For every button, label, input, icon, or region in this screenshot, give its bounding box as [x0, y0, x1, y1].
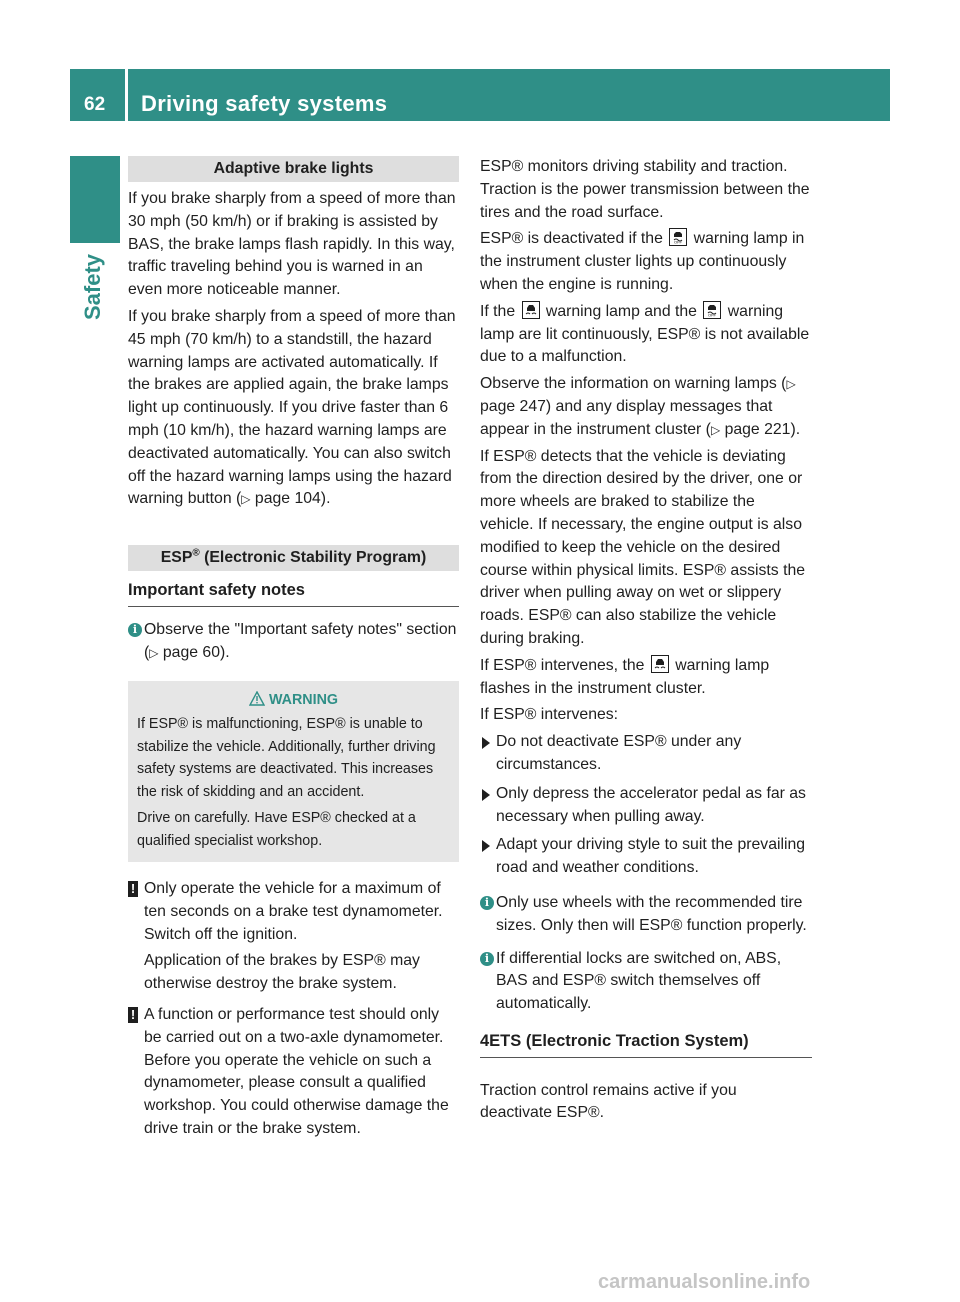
list-item: Only depress the accelerator pedal as far as necessary when pulling away.: [480, 783, 812, 829]
section-title: Driving safety systems: [141, 91, 388, 116]
warning-title: WARNING: [137, 689, 450, 712]
esp-paragraph-1: ESP® monitors driving stability and traction. Traction is the power transmission between the tires and the road surface.: [480, 158, 810, 221]
info-note-wheels: i Only use wheels with the recommended tire sizes. Only then will ESP® function properly.: [480, 892, 812, 938]
ets-paragraph: Traction control remains active if you deactivate ESP®.: [480, 1081, 737, 1122]
warning-box: [128, 681, 459, 863]
watermark: carmanualsonline.info: [598, 1271, 811, 1293]
bullet-arrow-icon: [482, 737, 490, 749]
info-icon: i: [480, 952, 494, 966]
page-ref-221[interactable]: page 221).: [724, 420, 801, 438]
adaptive-paragraph-1: If you brake sharply from a speed of more than 30 mph (50 km/h) or if braking is assisted by BAS, the brake lamps flash rapidly. In this way, traffic traveling behind you is warned in an even more noticeable manner.: [128, 190, 456, 299]
info-note-diff-locks: i If differential locks are switched on, ABS, BAS and ESP® switch themselves off automatically.: [480, 948, 812, 1016]
esp-off-icon: [703, 301, 721, 319]
adaptive-paragraph-2: If you brake sharply from a speed of more than 45 mph (70 km/h) to a standstill, the hazard warning lamps are activated automatically. If the brakes are applied again, the brake lamps light up continuously. If you drive faster than 6 mph (10 km/h), the hazard warning lamps are deactivated automatically. You can also switch off the hazard warning lamps using the hazard warning button (▷ page 104).: [128, 307, 456, 508]
caution-note-2: ! A function or performance test should only be carried out on a two-axle dynamometer. Before you operate the vehicle on such a dynamometer, please consult a qualified workshop. You could otherwise damage the drive train or the brake system.: [128, 1004, 459, 1141]
list-item: Do not deactivate ESP® under any circumstances.: [480, 731, 812, 777]
bullet-arrow-icon: [482, 840, 490, 852]
side-tab-block: [70, 156, 120, 243]
page-ref-247[interactable]: page 247) and any display messages that appear in the instrument cluster: [480, 397, 773, 438]
skid-car-icon: [522, 301, 540, 319]
esp-heading: ESP® (Electronic Stability Program): [128, 545, 459, 571]
bullet-arrow-icon: [482, 789, 490, 801]
info-icon: i: [480, 896, 494, 910]
page-ref-104[interactable]: page 104).: [254, 490, 331, 508]
adaptive-brake-heading: Adaptive brake lights: [128, 156, 459, 182]
page-ref-arrow-icon: ▷: [149, 645, 159, 660]
page-ref-arrow-icon: ▷: [710, 422, 721, 437]
left-column: [128, 156, 459, 1149]
info-note: i Observe the "Important safety notes" section (▷ page 60).: [128, 619, 459, 665]
info-icon: i: [128, 623, 142, 637]
esp-paragraph-4: Observe the information on warning lamps (▷ page 247) and any display messages that appear in the instrument cluster (▷ page 221).: [480, 375, 801, 438]
skid-car-icon: [651, 655, 669, 673]
esp-paragraph-5: If ESP® detects that the vehicle is deviating from the direction desired by the driver, one or more wheels are braked to stabilize the vehicle. If necessary, the engine output is also modified to keep the vehicle on the desired course within physical limits. ESP® assists the driver when pulling away on wet or slippery roads. ESP® can also stabilize the vehicle during braking.: [480, 447, 806, 647]
right-column: [480, 156, 812, 1129]
page-ref-60[interactable]: page 60).: [162, 643, 230, 661]
esp-paragraph-6: If ESP® intervenes, the warning lamp flashes in the instrument cluster.: [480, 656, 770, 697]
page-number: 62: [84, 94, 106, 115]
caution-note-1: ! Only operate the vehicle for a maximum of ten seconds on a brake test dynamometer. Switch off the ignition. Application of the brakes by ESP® may otherwise destroy the brake system.: [128, 878, 459, 996]
page-ref-arrow-icon: ▷: [241, 492, 251, 507]
list-item: Adapt your driving style to suit the prevailing road and weather conditions.: [480, 834, 812, 880]
warning-text-1: If ESP® is malfunctioning, ESP® is unable to stabilize the vehicle. Additionally, further driving safety systems are deactivated. This increases the risk of skidding and an accident.: [137, 716, 436, 800]
esp-paragraph-7: If ESP® intervenes:: [480, 706, 619, 724]
exclamation-icon: !: [128, 1007, 138, 1023]
warning-triangle-icon: [249, 691, 265, 706]
esp-off-icon: [669, 228, 687, 246]
header-divider: [125, 69, 128, 121]
ets-heading: 4ETS (Electronic Traction System): [480, 1030, 812, 1058]
side-tab-label: Safety: [80, 253, 105, 320]
esp-paragraph-3: If the warning lamp and the OFF warning lamp are lit continuously, ESP® is not available due to a malfunction.: [480, 302, 810, 366]
svg-text:OFF: OFF: [674, 239, 683, 245]
page-ref-arrow-icon: ▷: [786, 377, 796, 392]
exclamation-icon: !: [128, 881, 138, 897]
svg-text:OFF: OFF: [708, 312, 717, 317]
esp-paragraph-2: ESP® is deactivated if the OFF warning lamp in the instrument cluster lights up continuously when the engine is running.: [480, 230, 805, 293]
important-safety-heading: Important safety notes: [128, 579, 459, 607]
warning-text-2: Drive on carefully. Have ESP® checked at a qualified specialist workshop.: [137, 810, 416, 849]
